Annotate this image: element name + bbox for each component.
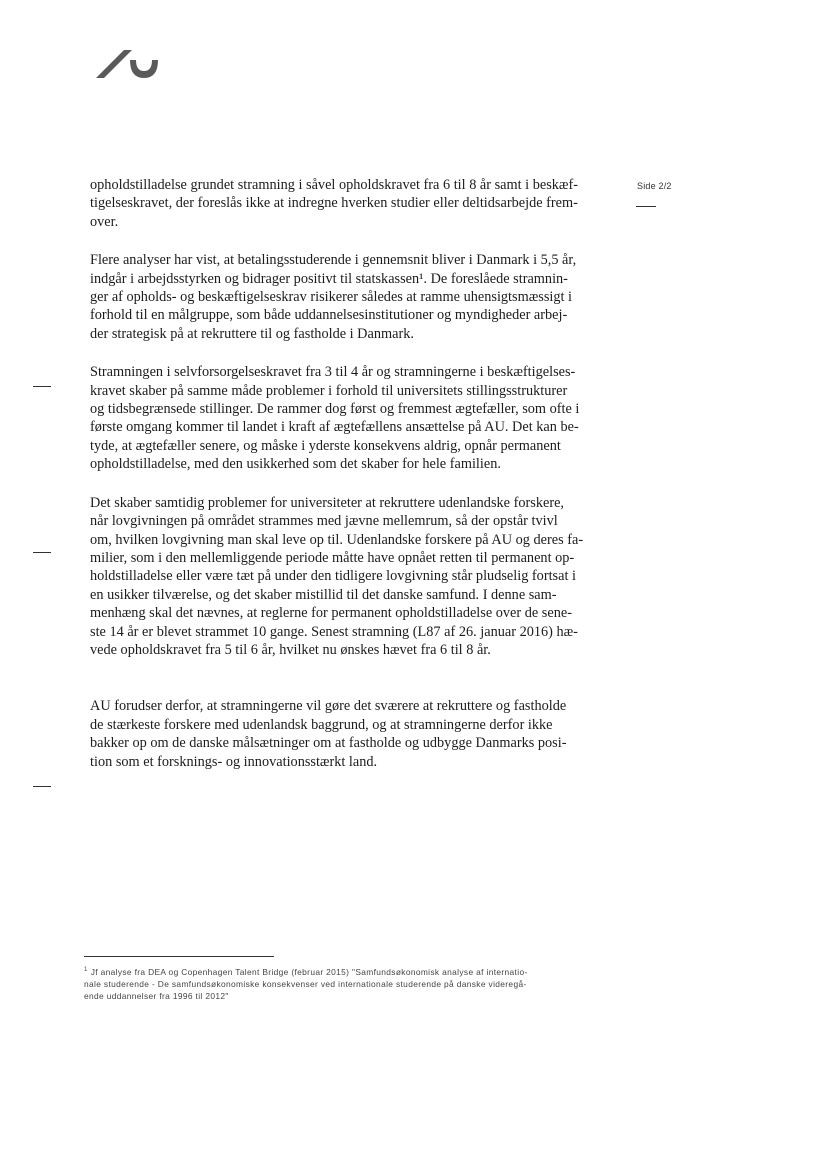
margin-mark xyxy=(33,786,51,787)
text-line: når lovgivningen på området strammes med jævne mellemrum, så der opstår tvivl xyxy=(90,513,558,530)
text-line: Stramningen i selvforsorgelseskravet fra 3 til 4 år og stramningerne i beskæftigelses- xyxy=(90,364,576,381)
text-line: en usikker tilværelse, og det skaber mistillid til det danske samfund. I denne sam- xyxy=(90,586,557,603)
text-line: vede opholdskravet fra 5 til 6 år, hvilket nu ønskes hævet fra 6 til 8 år. xyxy=(90,641,491,658)
margin-mark xyxy=(33,386,51,387)
footnote-line xyxy=(84,964,614,978)
text-line: opholdstilladelse grundet stramning i såvel opholdskravet fra 6 til 8 år samt i beskæf- xyxy=(90,177,578,193)
text-line: menhæng skal det nævnes, at reglerne for permanent opholdstilladelse over de sene- xyxy=(90,605,572,622)
text-line: indgår i arbejdsstyrken og bidrager positivt til statskassen¹. De foreslåede stramnin- xyxy=(90,270,568,287)
text-line: ger af opholds- og beskæftigelseskrav risikerer således at ramme uhensigtsmæssigt i xyxy=(90,289,573,306)
text-line: og tidsbegrænsede stillinger. De rammer dog først og fremmest ægtefæller, som ofte i xyxy=(90,401,580,418)
paragraph-5 xyxy=(90,697,618,771)
margin-mark xyxy=(33,552,51,553)
text-line: Det skaber samtidig problemer for universiteter at rekruttere udenlandske forskere, xyxy=(90,494,564,511)
text-line: første omgang kommer til landet i kraft af ægtefællens ansættelse på AU. Det kan be- xyxy=(90,419,579,436)
paragraph-3 xyxy=(90,363,618,473)
au-logo-icon xyxy=(92,46,162,82)
text-line: tion som et forsknings- og innovationsstærkt land. xyxy=(90,753,378,770)
footnote xyxy=(84,964,614,1002)
page-number-label: Side 2/2 xyxy=(637,181,672,191)
text-line: tigelseskravet, der foreslås ikke at indregne hverken studier eller deltidsarbejde frem- xyxy=(90,195,578,212)
side-divider xyxy=(636,206,656,207)
footnote-line: nale studerende - De samfundsøkonomiske konsekvenser ved internationale studerende på danske videregå- xyxy=(84,979,527,989)
text-line: bakker op om de danske målsætninger om at fastholde og udbygge Danmarks posi- xyxy=(90,735,567,752)
text-line: der strategisk på at rekruttere til og fastholde i Danmark. xyxy=(90,325,414,342)
text-line: kravet skaber på samme måde problemer i forhold til universitets stillingsstrukturer xyxy=(90,382,568,399)
text-line: forhold til en målgruppe, som både uddannelsesinstitutioner og myndigheder arbej- xyxy=(90,307,568,324)
paragraph-4 xyxy=(90,494,618,660)
document-body xyxy=(90,176,618,771)
footnote-line: ende uddannelser fra 1996 til 2012" xyxy=(84,991,229,1002)
text-line: om, hvilken lovgivning man skal leve op til. Udenlandske forskere på AU og deres fa- xyxy=(90,531,584,548)
text-line: holdstilladelse eller være tæt på under den tidligere lovgivning står pludselig fortsat i xyxy=(90,568,576,585)
footnote-number: 1 xyxy=(84,967,88,973)
paragraph-1 xyxy=(90,176,618,231)
text-line: opholdstilladelse, med den usikkerhed som det skaber for hele familien. xyxy=(90,456,501,473)
footnote-text: Jf analyse fra DEA og Copenhagen Talent Bridge (februar 2015) "Samfundsøkonomisk analyse af internatio- xyxy=(90,966,528,977)
text-line: over. xyxy=(90,213,119,230)
text-line: Flere analyser har vist, at betalingsstuderende i gennemsnit bliver i Danmark i 5,5 år, xyxy=(90,252,577,269)
text-line: ste 14 år er blevet strammet 10 gange. Senest stramning (L87 af 26. januar 2016) hæ- xyxy=(90,623,578,640)
text-line: milier, som i den mellemliggende periode måtte have opnået retten til permanent op- xyxy=(90,549,575,566)
paragraph-2 xyxy=(90,251,618,343)
text-line: tyde, at ægtefæller senere, og måske i yderste konsekvens aldrig, opnår permanent xyxy=(90,437,561,454)
text-line: de stærkeste forskere med udenlandsk baggrund, og at stramningerne derfor ikke xyxy=(90,716,553,733)
footnote-divider xyxy=(84,956,274,957)
text-line: AU forudser derfor, at stramningerne vil gøre det sværere at rekruttere og fastholde xyxy=(90,698,567,715)
